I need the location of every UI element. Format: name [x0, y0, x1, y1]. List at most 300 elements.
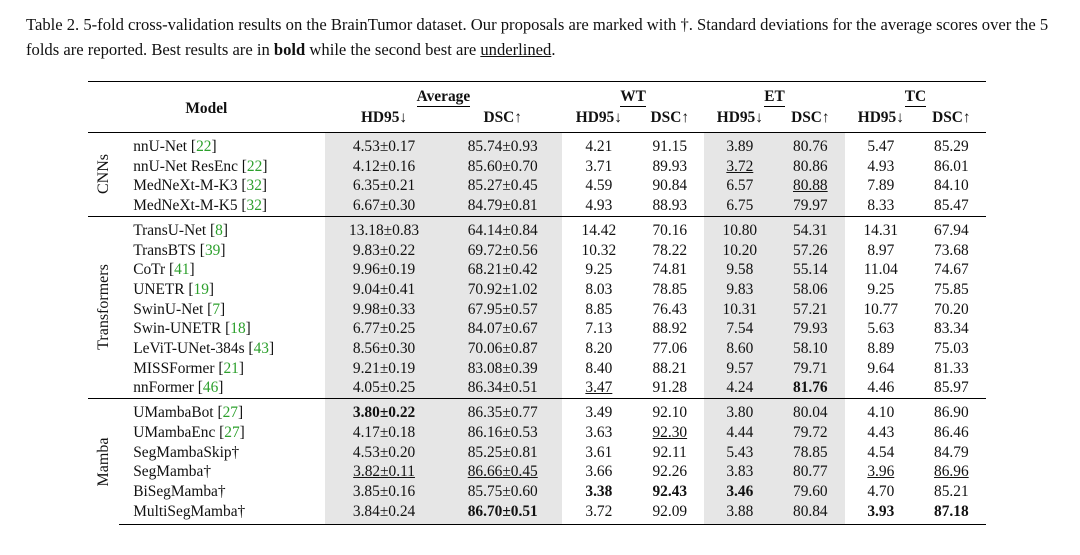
header-group-average: [325, 82, 562, 108]
cell-et-hd95: [704, 443, 776, 463]
cell-wt-dsc: [636, 378, 704, 398]
cell-avg-dsc: [443, 300, 562, 320]
cell-value: 3.82±0.11: [353, 463, 415, 481]
cell-value: 4.53±0.17: [352, 138, 416, 155]
cell-value: 3.88: [726, 502, 754, 520]
table-row: [88, 133, 986, 157]
cell-value: 8.89: [867, 340, 895, 358]
table-row: [88, 399, 986, 423]
model-name-cell: MISSFormer [21]: [133, 359, 244, 377]
cell-wt-dsc: [636, 196, 704, 216]
citation-link[interactable]: 41: [174, 261, 190, 279]
cell-et-hd95: [704, 280, 776, 300]
cell-wt-hd95: [562, 157, 636, 177]
cell-value: 76.43: [652, 300, 688, 318]
cell-et-hd95: [704, 378, 776, 398]
cell-et-dsc: [776, 423, 845, 443]
cell-tc-hd95: [845, 216, 917, 240]
cell-et-hd95: [704, 319, 776, 339]
cell-value: 14.42: [581, 221, 617, 239]
cell-value: 70.20: [934, 300, 969, 318]
cell-et-dsc: [776, 157, 845, 177]
cell-value: 84.79: [934, 443, 969, 461]
cell-value: 4.46: [867, 379, 895, 397]
cell-et-hd95: [704, 300, 776, 320]
cell-wt-dsc: [636, 216, 704, 240]
cell-value: 14.31: [863, 221, 899, 239]
cell-tc-hd95: [845, 399, 917, 423]
cell-wt-dsc: [636, 443, 704, 463]
cell-value: 4.12±0.16: [352, 157, 416, 175]
cell-tc-hd95: [845, 260, 917, 280]
cell-tc-dsc: [917, 319, 986, 339]
cell-value: 92.09: [652, 502, 688, 520]
cell-value: 85.60±0.70: [467, 157, 538, 175]
cell-tc-hd95: [845, 378, 917, 398]
cell-et-dsc: [776, 339, 845, 359]
cell-avg-hd95: [325, 157, 444, 177]
cell-value: 3.80: [726, 404, 754, 422]
cell-value: 83.08±0.39: [467, 359, 538, 377]
cell-wt-hd95: [562, 300, 636, 320]
cell-wt-hd95: [562, 359, 636, 379]
cell-tc-dsc: [917, 443, 986, 463]
cell-value: 68.21±0.42: [467, 261, 538, 279]
cell-avg-hd95: [325, 423, 444, 443]
table-row: [88, 260, 986, 280]
table-row: [88, 216, 986, 240]
citation-link[interactable]: 27: [224, 423, 240, 441]
cell-value: 6.57: [726, 177, 754, 195]
cell-value: 88.21: [652, 359, 688, 377]
header-metric: HD95↓: [360, 108, 408, 126]
cell-wt-hd95: [562, 216, 636, 240]
cell-value: 79.71: [793, 359, 828, 377]
cell-tc-hd95: [845, 196, 917, 216]
model-name: MISSFormer: [133, 359, 215, 377]
model-name-cell: nnU-Net ResEnc [22]: [133, 157, 268, 175]
cell-et-dsc: [776, 319, 845, 339]
table-row: [88, 339, 986, 359]
citation-link[interactable]: 21: [223, 359, 239, 377]
header-group-tc-label: TC: [904, 87, 927, 105]
cell-value: 86.70±0.51: [467, 502, 538, 520]
header-metric: HD95↓: [575, 108, 622, 126]
citation-link[interactable]: 19: [193, 280, 209, 298]
cell-tc-hd95: [845, 176, 917, 196]
cell-avg-dsc: [443, 399, 562, 423]
table-row: [88, 423, 986, 443]
cell-wt-hd95: [562, 378, 636, 398]
cell-value: 78.22: [652, 241, 688, 259]
cell-value: 92.26: [652, 463, 688, 481]
cell-et-hd95: [704, 157, 776, 177]
cell-et-dsc: [776, 359, 845, 379]
cell-et-hd95: [704, 482, 776, 502]
cell-et-hd95: [704, 260, 776, 280]
cell-value: 58.06: [793, 280, 828, 298]
cell-avg-dsc: [443, 482, 562, 502]
model-name-cell: [119, 482, 325, 502]
citation-link[interactable]: 18: [230, 320, 246, 338]
cell-et-hd95: [704, 339, 776, 359]
cell-value: 75.85: [934, 280, 969, 298]
header-group-tc: [845, 82, 986, 108]
model-name-cell: MedNeXt-M-K3 [32]: [133, 177, 268, 195]
cell-tc-dsc: [917, 423, 986, 443]
cell-value: 9.64: [867, 359, 895, 377]
cell-tc-dsc: [917, 339, 986, 359]
model-name: SegMamba†: [133, 463, 212, 481]
cell-wt-dsc: [636, 399, 704, 423]
cell-value: 92.11: [652, 443, 687, 461]
cell-value: 80.86: [793, 157, 828, 175]
caption-prefix: Table 2. 5-fold cross-validation results on the BrainTumor dataset. Our proposals are marked with †. Standard deviations for the average scores over the 5 folds are reported. Best results are in: [26, 15, 1049, 59]
model-name-cell: LeViT-UNet-384s [43]: [133, 340, 275, 358]
cell-et-dsc: [776, 502, 845, 525]
model-name: TransBTS: [133, 241, 196, 259]
cell-wt-dsc: [636, 482, 704, 502]
header-metric: DSC↑: [483, 108, 522, 126]
cell-tc-dsc: [917, 378, 986, 398]
cell-value: 7.89: [867, 177, 895, 195]
cell-value: 3.89: [726, 138, 754, 155]
citation-link[interactable]: 32: [246, 177, 262, 195]
model-name-cell: MedNeXt-M-K5 [32]: [133, 197, 268, 215]
cell-wt-hd95: [562, 176, 636, 196]
cell-value: 9.83: [726, 280, 754, 298]
citation-link[interactable]: 32: [246, 197, 262, 215]
cell-value: 3.47: [585, 379, 613, 397]
cell-avg-hd95: [325, 216, 444, 240]
cell-et-dsc: [776, 462, 845, 482]
cell-avg-dsc: [443, 378, 562, 398]
cell-value: 8.97: [867, 241, 895, 259]
citation-link[interactable]: 22: [196, 138, 212, 155]
cell-value: 67.94: [934, 221, 969, 239]
cell-value: 64.14±0.84: [467, 221, 538, 239]
cell-wt-dsc: [636, 241, 704, 261]
cell-wt-dsc: [636, 462, 704, 482]
cell-value: 9.58: [726, 261, 754, 279]
cell-value: 3.80±0.22: [352, 404, 416, 422]
cell-value: 4.93: [585, 197, 613, 215]
model-name-cell: CoTr [41]: [133, 261, 195, 279]
cell-value: 3.72: [726, 157, 754, 175]
cell-value: 7.54: [726, 320, 754, 338]
header-metric: DSC↑: [791, 108, 830, 126]
cell-tc-hd95: [845, 319, 917, 339]
cell-value: 74.67: [934, 261, 969, 279]
cell-value: 79.97: [793, 197, 828, 215]
model-name: LeViT-UNet-384s: [133, 340, 245, 358]
table-row: [88, 241, 986, 261]
cell-avg-dsc: [443, 196, 562, 216]
cell-wt-dsc: [636, 423, 704, 443]
cell-wt-hd95: [562, 482, 636, 502]
cell-value: 87.18: [934, 502, 969, 520]
cell-wt-hd95: [562, 423, 636, 443]
cell-tc-hd95: [845, 157, 917, 177]
header-group-et-label: ET: [764, 87, 785, 105]
cell-value: 57.26: [793, 241, 828, 259]
cell-value: 3.72: [585, 502, 613, 520]
cell-wt-hd95: [562, 260, 636, 280]
cell-avg-hd95: [325, 443, 444, 463]
cell-et-dsc: [776, 399, 845, 423]
cell-avg-dsc: [443, 260, 562, 280]
cell-et-dsc: [776, 241, 845, 261]
cell-value: 79.93: [793, 320, 828, 338]
cell-value: 85.97: [934, 379, 969, 397]
cell-avg-dsc: [443, 216, 562, 240]
cell-value: 3.38: [585, 482, 613, 500]
citation-link[interactable]: 46: [202, 379, 219, 397]
cell-value: 77.06: [652, 340, 688, 358]
cell-value: 3.46: [726, 482, 754, 500]
cell-tc-hd95: [845, 502, 917, 525]
cell-value: 4.17±0.18: [352, 423, 416, 441]
cell-tc-dsc: [917, 300, 986, 320]
cell-avg-hd95: [325, 280, 444, 300]
cell-value: 92.30: [652, 423, 688, 441]
header-model: Model: [88, 82, 325, 133]
cell-wt-dsc: [636, 319, 704, 339]
citation-link[interactable]: 22: [246, 157, 263, 175]
cell-value: 70.06±0.87: [467, 340, 538, 358]
cell-value: 86.46: [934, 423, 969, 441]
cell-wt-hd95: [562, 319, 636, 339]
table-row: [88, 157, 986, 177]
cell-value: 91.15: [652, 138, 688, 155]
cell-tc-dsc: [917, 241, 986, 261]
cell-value: 7.13: [585, 320, 613, 338]
citation-link[interactable]: 39: [204, 241, 221, 259]
header-group-wt: [562, 82, 704, 108]
table-row: [88, 176, 986, 196]
cell-value: 9.21±0.19: [352, 359, 416, 377]
cell-value: 80.76: [793, 138, 828, 155]
cell-value: 86.96: [934, 463, 969, 481]
cell-avg-hd95: [325, 399, 444, 423]
cell-value: 81.33: [934, 359, 969, 377]
cell-value: 13.18±0.83: [349, 221, 420, 239]
model-name: TransU-Net: [133, 221, 207, 239]
cell-value: 4.44: [726, 423, 754, 441]
model-name-cell: [119, 462, 325, 482]
header-group-et: [704, 82, 845, 108]
model-name: UNETR: [133, 280, 185, 298]
citation-link[interactable]: 27: [222, 404, 238, 422]
cell-tc-hd95: [845, 423, 917, 443]
cell-value: 86.01: [934, 157, 969, 175]
cell-et-dsc: [776, 443, 845, 463]
model-name-cell: nnU-Net [22]: [119, 133, 325, 157]
cell-value: 4.05±0.25: [352, 379, 416, 397]
table-row: [88, 300, 986, 320]
cell-value: 4.21: [585, 138, 613, 155]
section-label-cell: [88, 399, 119, 525]
cell-value: 85.21: [934, 482, 969, 500]
cell-tc-dsc: [917, 280, 986, 300]
cell-value: 9.04±0.41: [352, 280, 416, 298]
model-name: UMambaEnc: [133, 423, 216, 441]
section-label-cell: [88, 216, 119, 398]
cell-value: 9.83±0.22: [352, 241, 416, 259]
citation-link[interactable]: 43: [253, 340, 269, 358]
model-name-cell: Swin-UNETR [18]: [133, 320, 251, 338]
header-row-groups: [88, 82, 986, 108]
cell-avg-hd95: [325, 482, 444, 502]
cell-et-dsc: [776, 260, 845, 280]
model-name: CoTr: [133, 261, 166, 279]
cell-value: 89.93: [652, 157, 688, 175]
cell-value: 10.77: [863, 300, 899, 318]
cell-value: 4.59: [585, 177, 613, 195]
model-name-cell: UNETR [19]: [133, 280, 215, 298]
cell-tc-hd95: [845, 133, 917, 157]
cell-value: 8.85: [585, 300, 613, 318]
cell-value: 6.77±0.25: [352, 320, 416, 338]
cell-value: 8.60: [726, 340, 754, 358]
cell-avg-hd95: [325, 300, 444, 320]
cell-wt-hd95: [562, 133, 636, 157]
model-name-cell: SwinU-Net [7]: [133, 300, 226, 318]
cell-avg-dsc: [443, 339, 562, 359]
cell-value: 88.92: [652, 320, 688, 338]
cell-tc-dsc: [917, 176, 986, 196]
cell-avg-dsc: [443, 443, 562, 463]
table-row: [88, 196, 986, 216]
caption-underlined-word: underlined: [480, 40, 552, 59]
cell-et-dsc: [776, 378, 845, 398]
cell-value: 55.14: [793, 261, 828, 279]
cell-wt-hd95: [562, 462, 636, 482]
cell-wt-dsc: [636, 133, 704, 157]
cell-value: 90.84: [652, 177, 688, 195]
cell-avg-dsc: [443, 502, 562, 525]
cell-value: 85.47: [934, 197, 969, 215]
cell-value: 9.25: [585, 261, 613, 279]
cell-tc-dsc: [917, 157, 986, 177]
cell-et-dsc: [776, 216, 845, 240]
cell-avg-hd95: [325, 378, 444, 398]
cell-tc-dsc: [917, 399, 986, 423]
cell-value: 91.28: [652, 379, 688, 397]
model-name-cell: UMambaBot [27]: [119, 399, 325, 423]
model-name: BiSegMamba†: [133, 482, 226, 500]
cell-value: 5.47: [867, 138, 895, 155]
cell-value: 8.33: [867, 197, 895, 215]
cell-value: 74.81: [652, 261, 688, 279]
section-label-cell: [88, 133, 119, 217]
section-label: Mamba: [94, 437, 112, 487]
cell-tc-hd95: [845, 359, 917, 379]
cell-tc-hd95: [845, 339, 917, 359]
cell-value: 70.16: [652, 221, 688, 239]
cell-value: 81.76: [793, 379, 828, 397]
caption-suffix: .: [551, 40, 556, 59]
cell-value: 3.63: [585, 423, 613, 441]
cell-tc-hd95: [845, 241, 917, 261]
cell-value: 8.20: [585, 340, 613, 358]
cell-wt-dsc: [636, 260, 704, 280]
caption-middle: while the second best are: [305, 40, 481, 59]
cell-value: 3.83: [726, 463, 754, 481]
cell-value: 86.90: [934, 404, 969, 422]
cell-wt-dsc: [636, 280, 704, 300]
cell-avg-hd95: [325, 133, 444, 157]
table-row: [88, 319, 986, 339]
table-row: [88, 443, 986, 463]
cell-avg-hd95: [325, 196, 444, 216]
cell-wt-dsc: [636, 359, 704, 379]
cell-value: 88.93: [652, 197, 688, 215]
cell-value: 4.53±0.20: [352, 443, 416, 461]
cell-value: 80.88: [793, 177, 828, 195]
cell-value: 58.10: [793, 340, 828, 358]
cell-tc-dsc: [917, 196, 986, 216]
cell-value: 86.66±0.45: [467, 463, 538, 481]
cell-value: 3.93: [867, 502, 895, 520]
cell-tc-hd95: [845, 482, 917, 502]
cell-avg-dsc: [443, 319, 562, 339]
cell-wt-dsc: [636, 300, 704, 320]
section-label: CNNs: [94, 154, 112, 195]
cell-tc-dsc: [917, 482, 986, 502]
cell-et-dsc: [776, 133, 845, 157]
cell-value: 85.25±0.81: [467, 443, 538, 461]
table-row: [88, 359, 986, 379]
model-name: UMambaBot: [133, 404, 214, 422]
model-name: SwinU-Net: [133, 300, 204, 318]
cell-avg-dsc: [443, 359, 562, 379]
model-name-cell: TransU-Net [8]: [119, 216, 325, 240]
cell-value: 80.04: [793, 404, 828, 422]
cell-value: 3.84±0.24: [352, 502, 416, 520]
citation-link[interactable]: 8: [215, 221, 223, 239]
cell-value: 4.43: [867, 423, 895, 441]
cell-wt-hd95: [562, 443, 636, 463]
cell-tc-dsc: [917, 260, 986, 280]
header-group-average-label: Average: [416, 87, 471, 105]
model-name: nnFormer: [133, 379, 194, 397]
cell-avg-dsc: [443, 157, 562, 177]
cell-tc-dsc: [917, 462, 986, 482]
cell-value: 6.35±0.21: [352, 177, 416, 195]
model-name-cell: [119, 443, 325, 463]
citation-link[interactable]: 7: [212, 300, 221, 318]
cell-value: 10.32: [581, 241, 617, 259]
header-metric: HD95↓: [857, 108, 904, 126]
cell-tc-hd95: [845, 443, 917, 463]
cell-value: 4.70: [867, 482, 895, 500]
cell-value: 10.31: [722, 300, 758, 318]
cell-avg-dsc: [443, 423, 562, 443]
table-row: [88, 280, 986, 300]
cell-wt-hd95: [562, 339, 636, 359]
cell-wt-dsc: [636, 157, 704, 177]
cell-value: 5.63: [867, 320, 895, 338]
cell-wt-dsc: [636, 502, 704, 525]
cell-tc-hd95: [845, 462, 917, 482]
cell-tc-dsc: [917, 502, 986, 525]
cell-value: 84.07±0.67: [467, 320, 538, 338]
cell-tc-hd95: [845, 300, 917, 320]
model-name: MultiSegMamba†: [133, 502, 246, 520]
cell-value: 54.31: [793, 221, 828, 239]
cell-value: 8.03: [585, 280, 613, 298]
